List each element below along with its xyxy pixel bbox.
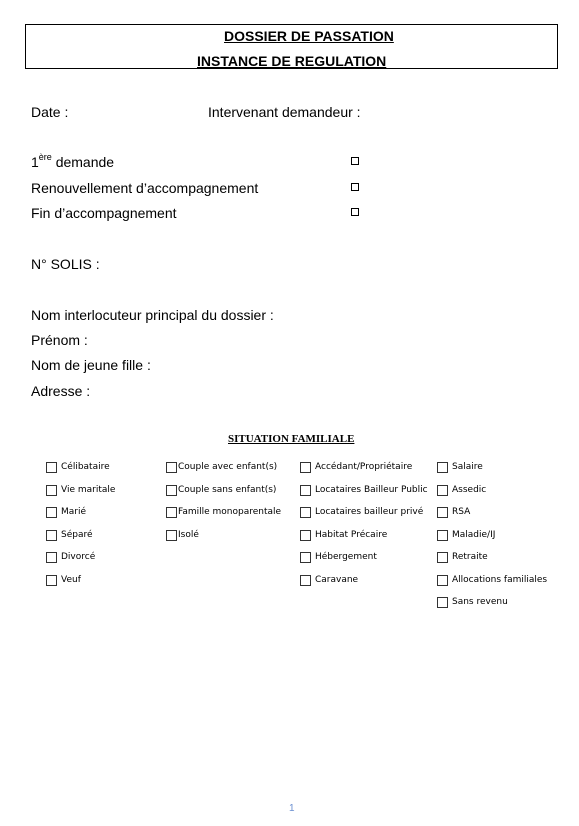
option-label: Marié [61,507,87,517]
option-habitat-precaire[interactable] [300,528,387,542]
option-label: Hébergement [315,552,377,562]
checkbox[interactable] [300,552,311,563]
option-celibataire[interactable] [46,460,110,474]
intervenant-label: Intervenant demandeur : [208,104,361,120]
option-label: Habitat Précaire [315,530,388,540]
option-label: Salaire [452,462,483,472]
option-rsa[interactable] [437,505,470,519]
option-locataires-bailleur-public[interactable] [300,483,428,497]
option-locataires-bailleur-prive[interactable] [300,505,423,519]
option-vie-maritale[interactable] [46,483,115,497]
checkbox[interactable] [437,530,448,541]
option-hebergement[interactable] [300,550,377,564]
checkbox[interactable] [46,530,57,541]
premiere-number: 1 [31,154,39,170]
checkbox[interactable] [437,462,448,473]
checkbox[interactable] [300,507,311,518]
option-couple-sans-enfants[interactable] [166,483,276,497]
checkbox[interactable] [300,575,311,586]
option-isole[interactable] [166,528,199,542]
option-label: Sans revenu [452,597,508,607]
option-label: Divorcé [61,552,96,562]
document-title: DOSSIER DE PASSATION [224,28,394,44]
checkbox[interactable] [300,462,311,473]
checkbox[interactable] [166,462,177,473]
checkbox[interactable] [300,530,311,541]
fin-accompagnement-label: Fin d’accompagnement [31,205,177,221]
option-maladie-ij[interactable] [437,528,495,542]
option-label: Famille monoparentale [178,507,282,517]
option-assedic[interactable] [437,483,486,497]
option-couple-avec-enfants[interactable] [166,460,277,474]
checkbox[interactable] [166,507,177,518]
option-divorce[interactable] [46,550,95,564]
solis-label: N° SOLIS : [31,256,100,272]
option-label: Couple avec enfant(s) [178,462,278,472]
premiere-demande-label [31,154,114,170]
option-label: Allocations familiales [452,575,548,585]
option-retraite[interactable] [437,550,488,564]
checkbox[interactable] [437,575,448,586]
option-label: Locataires bailleur privé [315,507,424,517]
checkbox[interactable] [46,485,57,496]
renouvellement-label: Renouvellement d’accompagnement [31,180,259,196]
checkbox[interactable] [166,485,177,496]
option-label: Retraite [452,552,488,562]
premiere-superscript: ère [38,152,52,162]
option-allocations-familiales[interactable] [437,573,547,587]
adresse-label: Adresse : [31,383,91,399]
option-label: RSA [452,507,471,517]
checkbox[interactable] [46,462,57,473]
option-veuf[interactable] [46,573,81,587]
checkbox[interactable] [46,507,57,518]
document-subtitle: INSTANCE DE REGULATION [197,53,387,69]
checkbox[interactable] [437,485,448,496]
option-marie[interactable] [46,505,86,519]
checkbox[interactable] [437,552,448,563]
checkbox[interactable] [46,552,57,563]
nom-jeune-fille-label: Nom de jeune fille : [31,357,151,373]
checkbox[interactable] [437,597,448,608]
situation-familiale-title: SITUATION FAMILIALE [228,433,355,445]
option-label: Couple sans enfant(s) [178,485,277,495]
option-label: Isolé [178,530,199,540]
prenom-label: Prénom : [31,332,88,348]
page-number: 1 [289,803,295,814]
option-label: Vie maritale [61,485,116,495]
checkbox[interactable] [437,507,448,518]
option-label: Assedic [452,485,487,495]
option-sans-revenu[interactable] [437,595,508,609]
fin-accompagnement-checkbox[interactable] [351,208,359,216]
renouvellement-checkbox[interactable] [351,183,359,191]
checkbox[interactable] [46,575,57,586]
option-accedant-proprietaire[interactable] [300,460,412,474]
premiere-text: demande [51,154,115,170]
option-label: Séparé [61,530,93,540]
option-famille-monoparentale[interactable] [166,505,281,519]
date-label: Date : [31,104,69,120]
option-caravane[interactable] [300,573,358,587]
option-label: Célibataire [61,462,110,472]
option-salaire[interactable] [437,460,483,474]
option-label: Locataires Bailleur Public [315,485,428,495]
premiere-demande-checkbox[interactable] [351,157,359,165]
nom-interlocuteur-label: Nom interlocuteur principal du dossier : [31,307,274,323]
title-box [25,24,558,69]
option-label: Veuf [61,575,81,585]
option-label: Accédant/Propriétaire [315,462,413,472]
checkbox[interactable] [166,530,177,541]
option-separe[interactable] [46,528,93,542]
option-label: Maladie/IJ [452,530,496,540]
checkbox[interactable] [300,485,311,496]
option-label: Caravane [315,575,359,585]
